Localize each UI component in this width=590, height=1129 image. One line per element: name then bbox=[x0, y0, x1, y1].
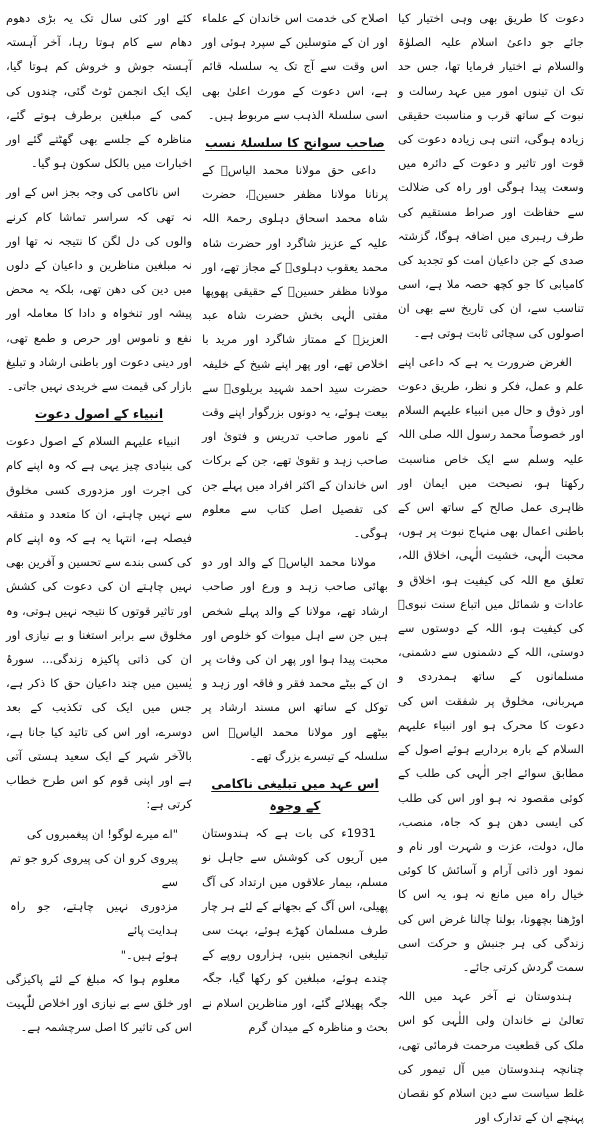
paragraph: مولانا محمد الیاسؒ کے والد اور دو بھائی صاحب زہد و ورع اور صاحب ارشاد تھے، مولانا کے والد پہلے شخص ہیں جن سے اہل میوات کو خلوص اور محبت پیدا ہوا اور پھر ان کی وفات پر ان کے بیٹے محمد فقر و فاقہ اور زہد و توکل کے ساتھ اس مسند ارشاد پر بیٹھے اور مولانا محمد الیاسؒ اس سلسلہ کے تیسرے بزرگ تھے۔ bbox=[202, 555, 388, 763]
year-number: 1931 bbox=[346, 826, 376, 841]
paragraph: الغرض ضرورت یہ ہے کہ داعی اپنے علم و عمل، فکر و نظر، طریق دعوت اور ذوق و حال میں انبیاء علیہم السلام اور خصوصاً محمد رسول اللہ صلی اللہ علیہ وسلم سے ایک خاص مناسبت رکھتا ہو، نصیحت میں ایمان اور ظاہری عمل صالح کے ساتھ اس کے باطنی اعمال بھی منہاج نبوت پر ہوں، محبت الٰہی، خشیت الٰہی، اخلاق اللہ، تعلق مع اللہ کی کیفیت ہو، اخلاق و عادات و شمائل میں اتباع سنت نبویؐ کی کیفیت ہو، اللہ کے دوستوں سے دوستی، اللہ کے دشمنوں سے دشمنی، مسلمانوں کے ساتھ ہمدردی و مہربانی، مخلوق پر شفقت اس کی دعوت کا محرک ہو اور انبیاء علیہم السلام کے بارہ برداریے ہوئے اصول کے مطابق سوائے اجر الٰہی کی طلب کے کوئی مقصود نہ ہو اور اس کی طلب کی ایسی دھن ہو کہ جاہ، منصب، مال، دولت، عزت و شہرت اور نام و نمود اور ذاتی آرام و آسائش کا کوئی خیال راہ میں مانع نہ ہو، یہ اس کا اوڑھنا بچھونا، بولنا چالنا غرض اس کی زندگی کی ہر جنبش و حرکت اسی سمت گردش کرتی جائے۔ bbox=[398, 354, 584, 974]
paragraph bbox=[202, 821, 388, 1039]
verse-line: ہوئے ہیں۔" bbox=[120, 947, 178, 962]
paragraph: داعی حق مولانا محمد الیاسؒ کے پرنانا مولانا مظفر حسینؒ، حضرت شاہ محمد اسحاق دہلوی رحمۃ اللہ علیہ کے عزیز شاگرد اور حضرت شاہ محمد یعقوب دہلویؒ کے مجاز تھے، اور مولانا مظفر حسینؒ کے حقیقی پھوپھا مفتی الٰہی بخش حضرت شاہ عبد العزیزؒ کے ممتاز شاگرد اور مرید با اخلاص تھے، اور پھر اپنے شیخ کے خلیفہ حضرت سید احمد شہید بریلویؒ سے بیعت ہوئے، یہ دونوں بزرگوار اپنے وقت کے نامور صاحب تدریس و فتویٰ اور صاحب زہد و تقویٰ تھے، جن کے برکات اس خاندان کے اکثر افراد میں پہلے جن کی تفصیل اصل کتاب سے معلوم ہوگی۔ bbox=[202, 163, 388, 541]
paragraph: ہندوستان نے آخر عہد میں اللہ تعالیٰ نے خاندان ولی اللٰہی کو اس ملک کی قطعیت مرحمت فرمائی تھی، چنانچہ ہندوستان میں آل تیمور کی غلط سیاست سے دین اسلام کو نقصان پہنچے ان کے تدارک اور bbox=[398, 989, 584, 1125]
column-middle bbox=[202, 6, 388, 1034]
column-left bbox=[6, 6, 192, 1035]
verse-line: "اے میرے لوگو! ان پیغمبروں کی bbox=[26, 826, 178, 841]
verse-line: مزدوری نہیں چاہتے، جو راہ ہدایت پائے bbox=[10, 899, 178, 938]
paragraph: انبیاء علیہم السلام کے اصول دعوت کی بنیادی چیز یہی ہے کہ وہ اپنے کام کی اجرت اور مزدوری کسی مخلوق سے نہیں چاہتے، ان کا متعدد و متفقہ فیصلہ ہے، انتہا یہ ہے کہ وہ اپنے کام کی کسی بندے سے تحسین و آفرین بھی نہیں چاہتے ان کی دعوت کی کشش اور تاثیر قوتوں کا نتیجہ نہیں ہوتی، وہ مخلوق سے برابر استغنا و بے نیازی اور ان کی ذاتی پاکیزہ زندگی... سورۂ یٰسین میں چند داعیان حق کا ذکر ہے، جس میں ایک کی تکذیب کے بعد دوسرے، اور اس کی تائید کیا جانا ہے، بالآخر شہر کے ایک سعید ہستی آتی ہے اور اپنی قوم کو اس طرح خطاب کرتی ہے: bbox=[6, 434, 192, 812]
paragraph: کئے اور کئی سال تک یہ بڑی دھوم دھام سے کام ہوتا رہا، آخر آہستہ آہستہ جوش و خروش کم ہوتا گیا، ایک ایک انجمن ٹوٹ گئی، چندوں کی کمی کے مبلغین برطرف ہوتے گئے، مناظرہ کے جلسے بھی گھٹتے گئے اور اخبارات میں بالکل سکون ہو گیا۔ bbox=[6, 11, 192, 171]
verse-line: پیروی کرو ان کی پیروی کرو جو تم سے bbox=[10, 850, 178, 889]
quoted-verse bbox=[6, 822, 192, 967]
paragraph-text: ء کی بات ہے کہ ہندوستان میں آریوں کی کوشش سے جاہل نو مسلم، بیمار علاقوں میں ارتداد کی آگ پھیلی، اس آگ کے بجھانے کے لئے ہر چار طرف مسلمان کھڑے ہوئے، بہت سی تبلیغی انجمنیں بنیں، ہزاروں روپے کے چندے ہوئے، مبلغین کو رکھا گیا، جگہ جگہ پھیلائے گئے، اور مناظرین اسلام نے بحث و مناظرہ کے میدان گرم bbox=[202, 826, 388, 1034]
paragraph: دعوت کا طریق بھی وہی اختیار کیا جائے جو داعیٔ اسلام علیہ الصلوٰۃ والسلام نے اختیار فرمایا تھا، جس حد تک ان تینوں امور میں عہد رسالت و نبوت کے ساتھ قرب و مناسبت حقیقی زیادہ ہوگی، اتنی ہی زیادہ دعوت کی قوت اور تاثیر و دعوت کے دائرہ میں وسعت پیدا ہوگی اور راہ کی ضلالت سے حفاظت اور صراط مستقیم کی طرف رہبری میں اضافہ ہوگا، گزشتہ صدی کے جن داعیان امت کو تجدید کی کامیابی کا جو کچھ حصہ ملا ہے، اسی تناسب سے، ان کی تاریخ سے بھی ان اصولوں کی سچائی ثابت ہوتی ہے۔ bbox=[398, 11, 584, 340]
paragraph: معلوم ہوا کہ مبلغ کے لئے پاکیزگی اور خلق سے بے نیازی اور اخلاص للّٰہیت اس کی تاثیر کا اصل سرچشمہ ہے۔ bbox=[6, 971, 192, 1035]
paragraph: اس ناکامی کی وجہ بجز اس کے اور نہ تھی کہ سراسر تماشا کام کرنے والوں کی دل لگن کا نتیجہ نہ تھا اور نہ مبلغین مناظرین و داعیان کے دلوں میں دین کی دھن تھی، بلکہ یہ محض پیشہ اور تنخواہ و دادا کا معاملہ اور نفع و ناموس اور حرص و طمع تھی، اور دینی دعوت اور باطنی ارشاد و تبلیغ بازار کی قیمت سے خریدی نہیں جاتی۔ bbox=[6, 185, 192, 394]
section-heading: اس عہد میں تبلیغی ناکامی کے وجوہ bbox=[211, 776, 379, 814]
section-heading: انبیاء کے اصول دعوت bbox=[34, 406, 164, 422]
column-right bbox=[398, 6, 584, 1125]
paragraph: اصلاح کی خدمت اس خاندان کے علماء اور ان کے متوسلین کے سپرد ہوئی اور اس وقت سے آج تک یہ سلسلہ قائم ہے، اس دعوت کے مورث اعلیٰ بھی اسی سلسلۃ الذہب سے مربوط ہیں۔ bbox=[202, 11, 388, 122]
section-heading: صاحب سوانح کا سلسلۂ نسب bbox=[205, 135, 385, 151]
